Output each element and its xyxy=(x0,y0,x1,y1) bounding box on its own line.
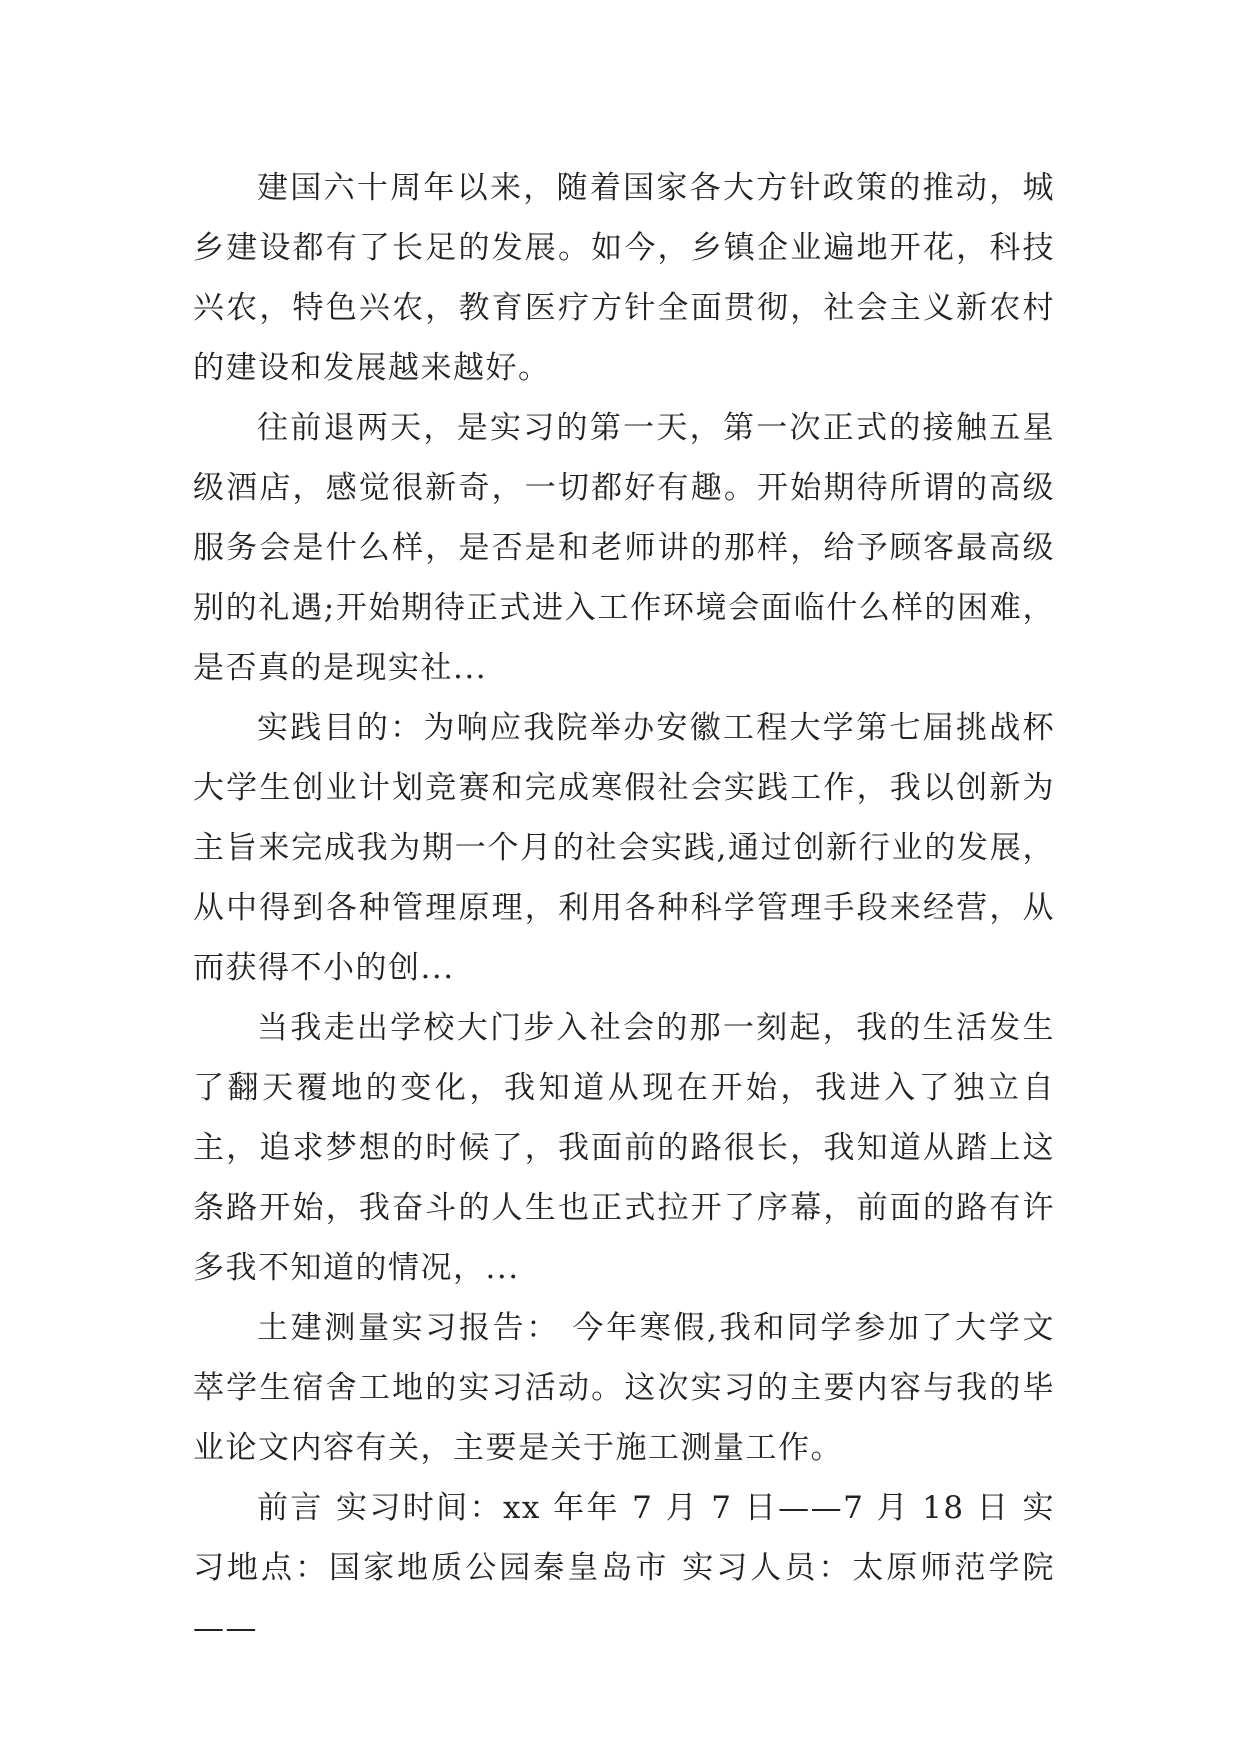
paragraph: 建国六十周年以来，随着国家各大方针政策的推动，城乡建设都有了长足的发展。如今，乡镇企业遍地开花，科技兴农，特色兴农，教育医疗方针全面贯彻，社会主义新农村的建设和发展越来越好。 xyxy=(193,170,1055,386)
paragraph: 往前退两天，是实习的第一天，第一次正式的接触五星级酒店，感觉很新奇，一切都好有趣。开始期待所谓的高级服务会是什么样，是否是和老师讲的那样，给予顾客最高级别的礼遇;开始期待正式进入工作环境会面临什么样的困难，是否真的是现实社... xyxy=(193,410,1055,686)
paragraph: 土建测量实习报告： 今年寒假,我和同学参加了大学文萃学生宿舍工地的实习活动。这次实习的主要内容与我的毕业论文内容有关，主要是关于施工测量工作。 xyxy=(193,1310,1055,1466)
paragraph: 前言 实习时间：xx 年年 7 月 7 日——7 月 18 日 实习地点：国家地质公园秦皇岛市 实习人员：太原师范学院—— xyxy=(193,1490,1055,1646)
paragraph: 实践目的：为响应我院举办安徽工程大学第七届挑战杯大学生创业计划竞赛和完成寒假社会实践工作，我以创新为主旨来完成我为期一个月的社会实践,通过创新行业的发展，从中得到各种管理原理，利用各种科学管理手段来经营，从而获得不小的创... xyxy=(193,710,1055,986)
paragraph: 当我走出学校大门步入社会的那一刻起，我的生活发生了翻天覆地的变化，我知道从现在开始，我进入了独立自主，追求梦想的时候了，我面前的路很长，我知道从踏上这条路开始，我奋斗的人生也正式拉开了序幕，前面的路有许多我不知道的情况，... xyxy=(193,1010,1055,1286)
document-body xyxy=(193,158,1055,1658)
